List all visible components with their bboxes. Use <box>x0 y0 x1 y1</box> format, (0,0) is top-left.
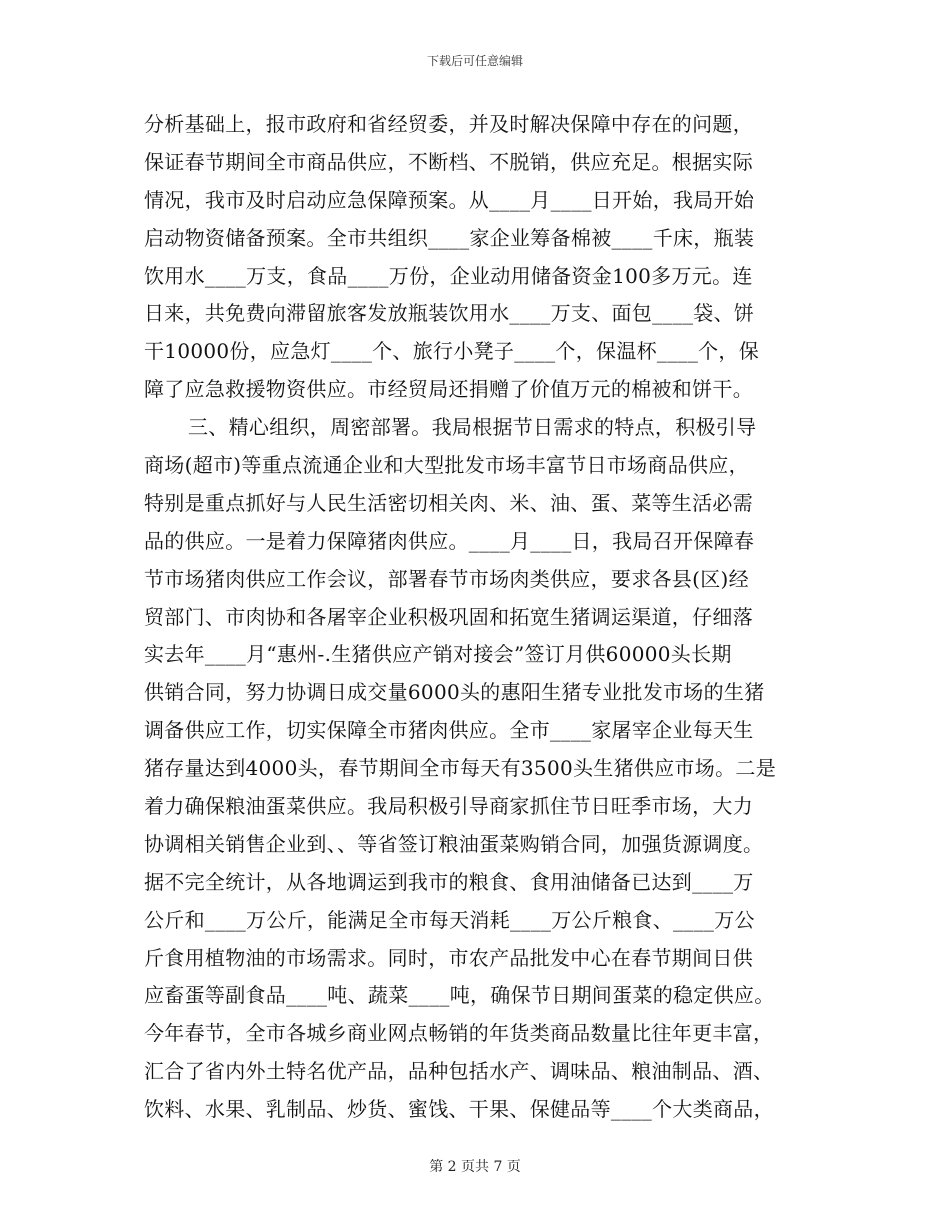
document-body <box>144 106 806 1129</box>
text-line: 斤食用植物油的市场需求。同时，市农产品批发中心在春节期间日供 <box>144 945 753 970</box>
text-line: 节市场猪肉供应工作会议，部署春节市场肉类供应，要求各县(区)经 <box>144 566 749 591</box>
text-line: 饮料、水果、乳制品、炒货、蜜饯、干果、保健品等____个大类商品， <box>144 1097 774 1122</box>
text-line: 饮用水____万支，食品____万份，企业动用储备资金100多万元。连 <box>144 263 753 288</box>
text-line: 应畜蛋等副食品____吨、蔬菜____吨，确保节日期间蛋菜的稳定供应。 <box>144 983 775 1008</box>
text-line: 日来，共免费向滞留旅客发放瓶装饮用水____万支、面包____袋、饼 <box>144 301 755 326</box>
text-line: 协调相关销售企业到、、等省签订粮油蛋菜购销合同，加强货源调度。 <box>144 831 764 856</box>
text-line: 分析基础上，报市政府和省经贸委，并及时解决保障中存在的问题， <box>144 112 753 136</box>
text-line: 情况，我市及时启动应急保障预案。从____月____日开始，我局开始 <box>144 187 755 212</box>
text-line: 今年春节，全市各城乡商业网点畅销的年货类商品数量比往年更丰富， <box>144 1021 774 1046</box>
text-line: 启动物资储备预案。全市共组织____家企业筹备棉被____千床，瓶装 <box>144 225 755 250</box>
text-line: 汇合了省内外土特名优产品，品种包括水产、调味品、粮油制品、酒、 <box>144 1059 774 1084</box>
text-line: 公斤和____万公斤，能满足全市每天消耗____万公斤粮食、____万公 <box>144 907 755 932</box>
text-line: 品的供应。一是着力保障猪肉供应。____月____日，我局召开保障春 <box>144 528 755 553</box>
text-line: 障了应急救援物资供应。市经贸局还捐赠了价值万元的棉被和饼干。 <box>144 377 753 402</box>
page-number: 第 2 页共 7 页 <box>429 1159 521 1175</box>
text-line: 据不完全统计，从各地调运到我市的粮食、食用油储备已达到____万 <box>144 869 754 894</box>
text-line: 调备供应工作，切实保障全市猪肉供应。全市____家屠宰企业每天生 <box>144 718 754 743</box>
text-line: 干10000份，应急灯____个、旅行小凳子____个，保温杯____个，保 <box>144 339 760 364</box>
text-line: 着力确保粮油蛋菜供应。我局积极引导商家抓住节日旺季市场，大力 <box>144 794 753 819</box>
text-line: 猪存量达到4000头，春节期间全市每天有3500头生猪供应市场。二是 <box>144 756 776 781</box>
text-line: 实去年____月“惠州-.生猪供应产销对接会”签订月供60000头长期 <box>144 642 732 667</box>
paragraph-start-line: 三、精心组织，周密部署。我局根据节日需求的特点，积极引导 <box>188 415 757 440</box>
text-line: 贸部门、市肉协和各屠宰企业积极巩固和拓宽生猪调运渠道，仔细落 <box>144 604 753 629</box>
page-header: 下载后可任意编辑 <box>426 54 523 68</box>
text-line: 特别是重点抓好与人民生活密切相关肉、米、油、蛋、菜等生活必需 <box>144 490 753 515</box>
text-line: 商场(超市)等重点流通企业和大型批发市场丰富节日市场商品供应， <box>144 453 749 478</box>
text-line: 供销合同，努力协调日成交量6000头的惠阳生猪专业批发市场的生猪 <box>144 680 765 705</box>
text-line: 保证春节期间全市商品供应，不断档、不脱销，供应充足。根据实际 <box>144 149 753 174</box>
